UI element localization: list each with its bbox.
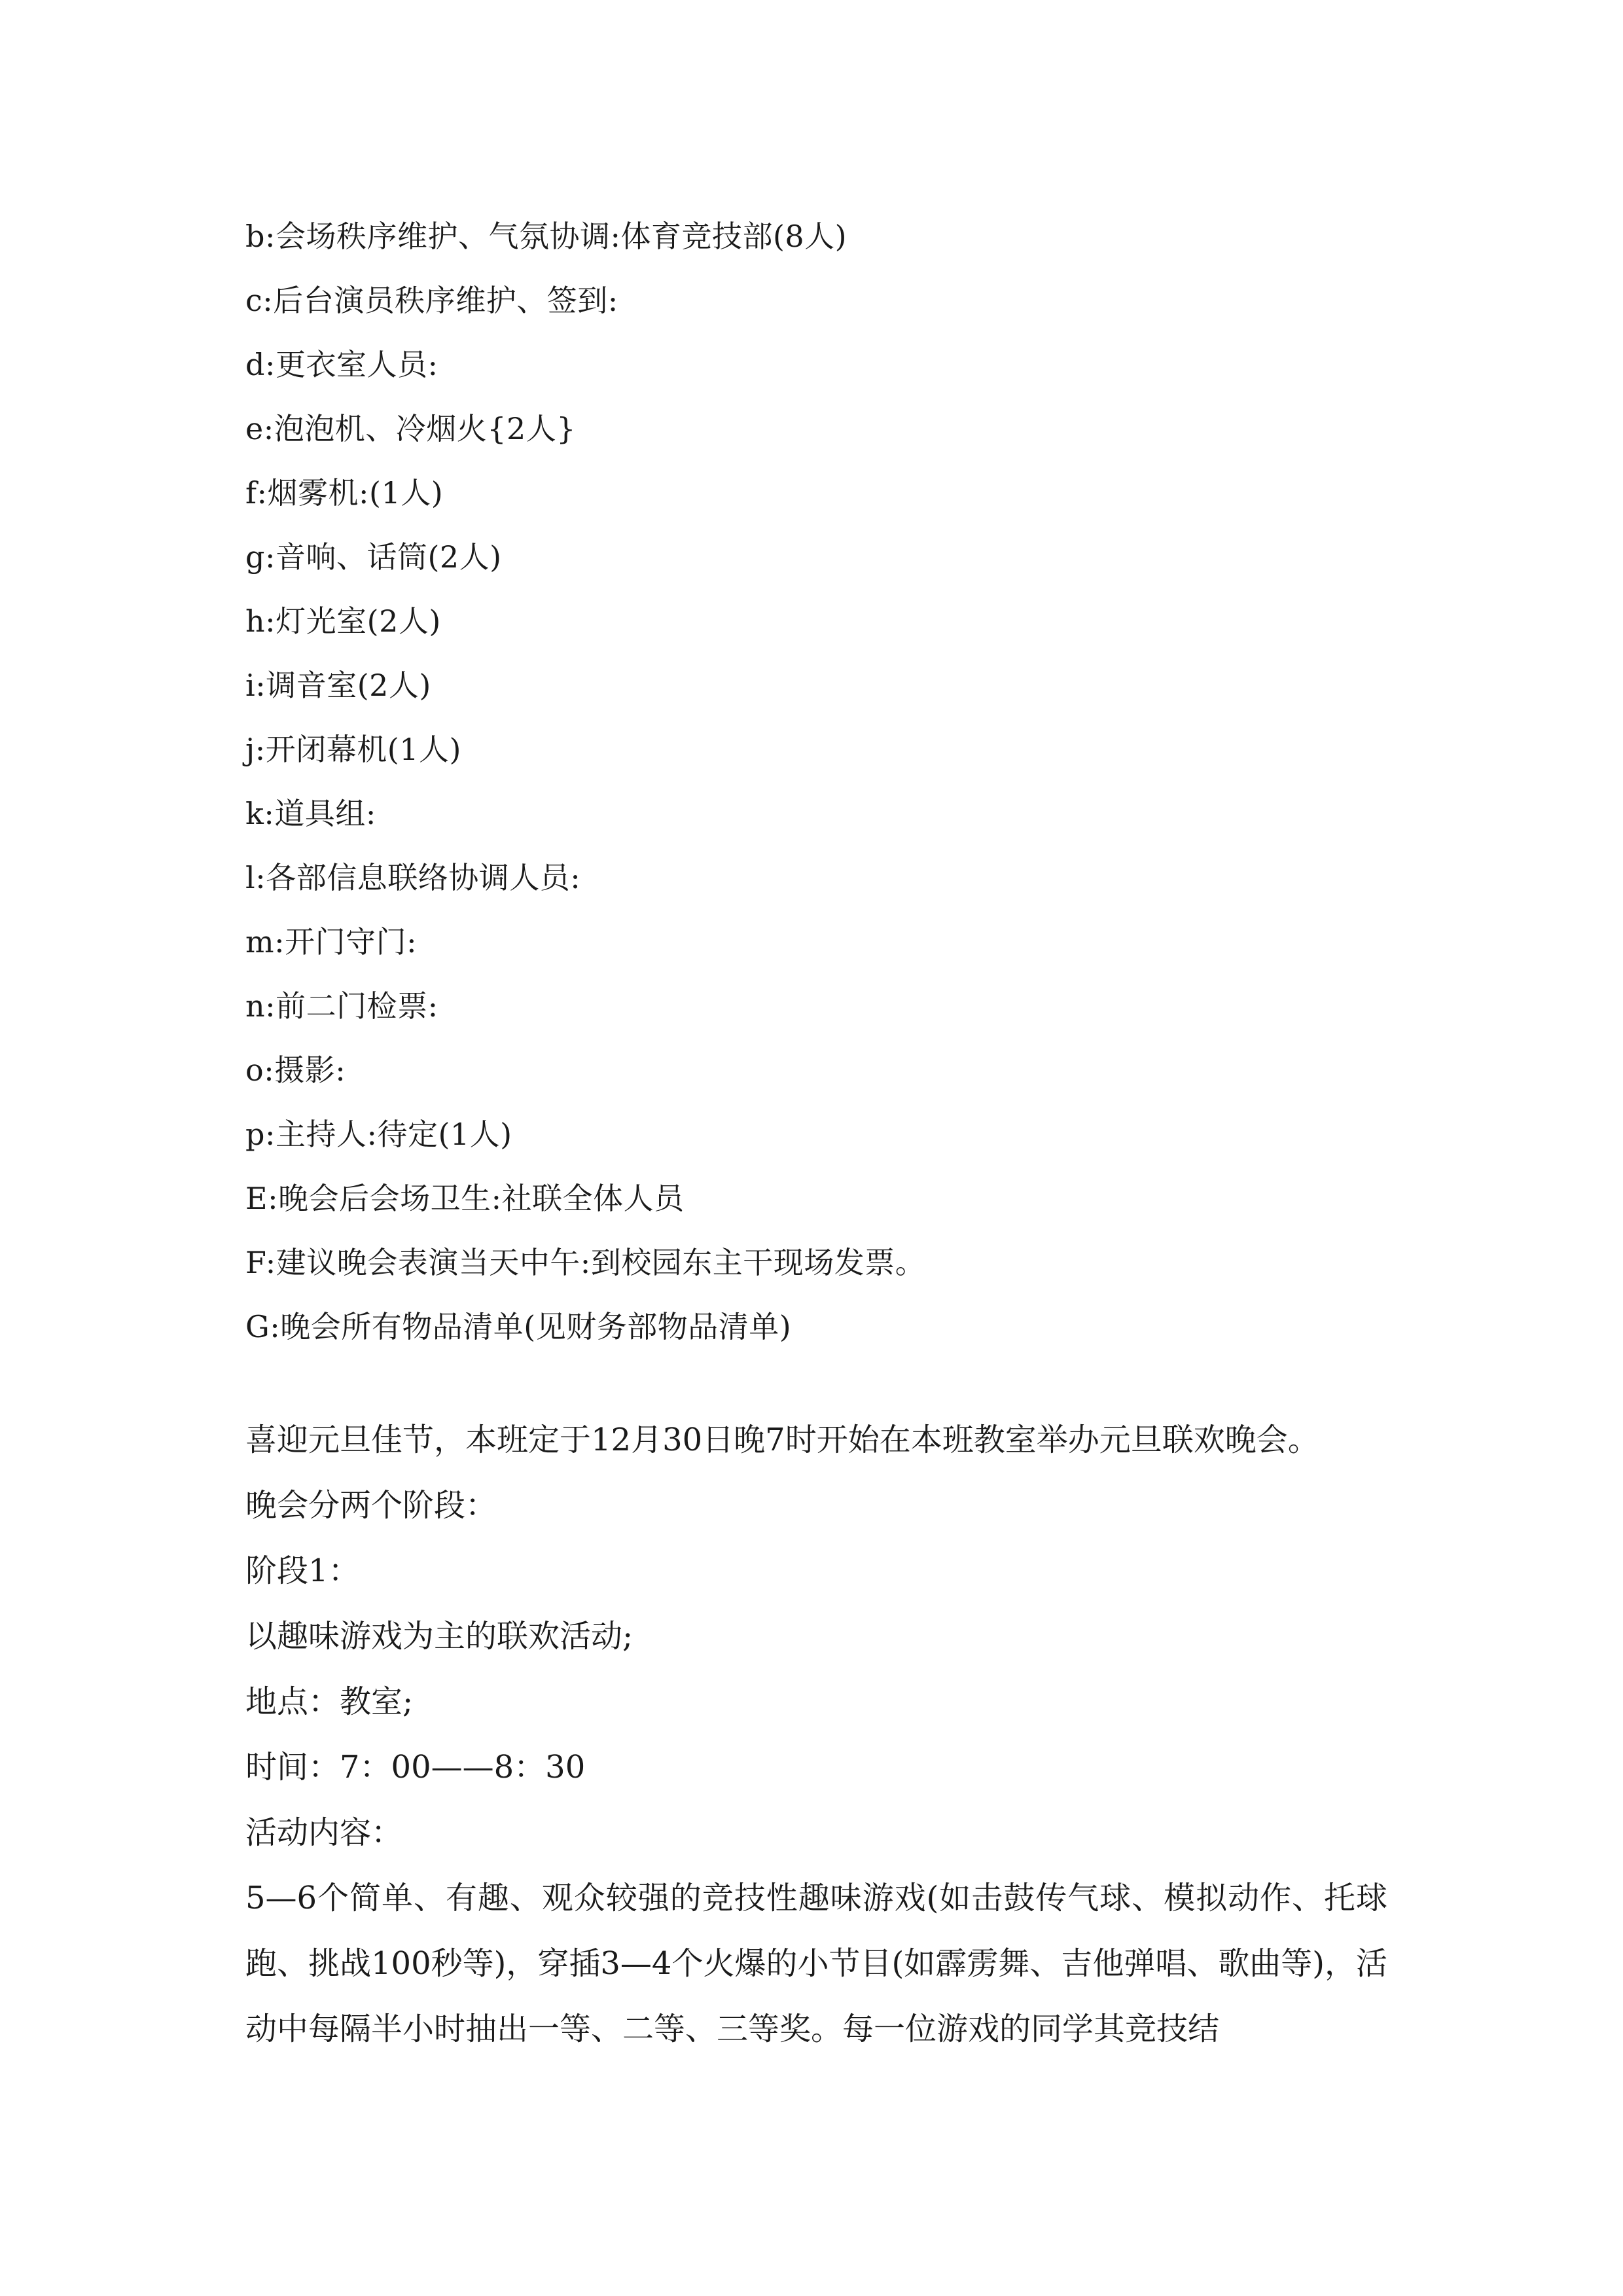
list-item: b:会场秩序维护、气氛协调:体育竞技部(8人) [245,219,847,254]
location-line: 地点：教室; [245,1683,414,1720]
list-item: G:晚会所有物品清单(见财务部物品清单) [245,1309,792,1344]
party-plan-section [245,1407,1397,2062]
list-item: F:建议晚会表演当天中午:到校园东主干现场发票。 [245,1245,926,1280]
activity-description: 以趣味游戏为主的联欢活动; [245,1618,633,1655]
list-item: e:泡泡机、冷烟火{2人} [245,411,577,446]
stages-note: 晚会分两个阶段： [245,1487,497,1524]
list-item: E:晚会后会场卫生:社联全体人员 [245,1181,685,1216]
time-line: 时间：7：00——8：30 [245,1749,586,1785]
list-item: g:音响、话筒(2人) [245,539,502,575]
intro-paragraph: 喜迎元旦佳节，本班定于12月30日晚7时开始在本班教室举办元旦联欢晚会。 [245,1422,1319,1458]
list-item: o:摄影: [245,1052,346,1088]
list-item: p:主持人:待定(1人) [245,1117,512,1152]
list-item: m:开门守门: [245,924,418,960]
staff-assignment-list [245,204,1423,1359]
list-item: j:开闭幕机(1人) [245,732,461,767]
list-item: f:烟雾机:(1人) [245,475,444,511]
stage-title: 阶段1： [245,1552,360,1589]
list-item: i:调音室(2人) [245,668,431,703]
content-label: 活动内容： [245,1814,403,1851]
list-item: c:后台演员秩序维护、签到: [245,283,618,318]
list-item: l:各部信息联络协调人员: [245,860,581,895]
list-item: h:灯光室(2人) [245,603,441,639]
content-paragraph: 5—6个简单、有趣、观众较强的竞技性趣味游戏(如击鼓传气球、模拟动作、托球跑、挑战100秒等)，穿插3—4个火爆的小节目(如霹雳舞、吉他弹唱、歌曲等)，活动中每隔半小时抽出一等、二等、三等奖。每一位游戏的同学其竞技结 [245,1880,1387,2047]
list-item: n:前二门检票: [245,988,438,1024]
list-item: d:更衣室人员: [245,347,438,382]
list-item: k:道具组: [245,796,376,831]
